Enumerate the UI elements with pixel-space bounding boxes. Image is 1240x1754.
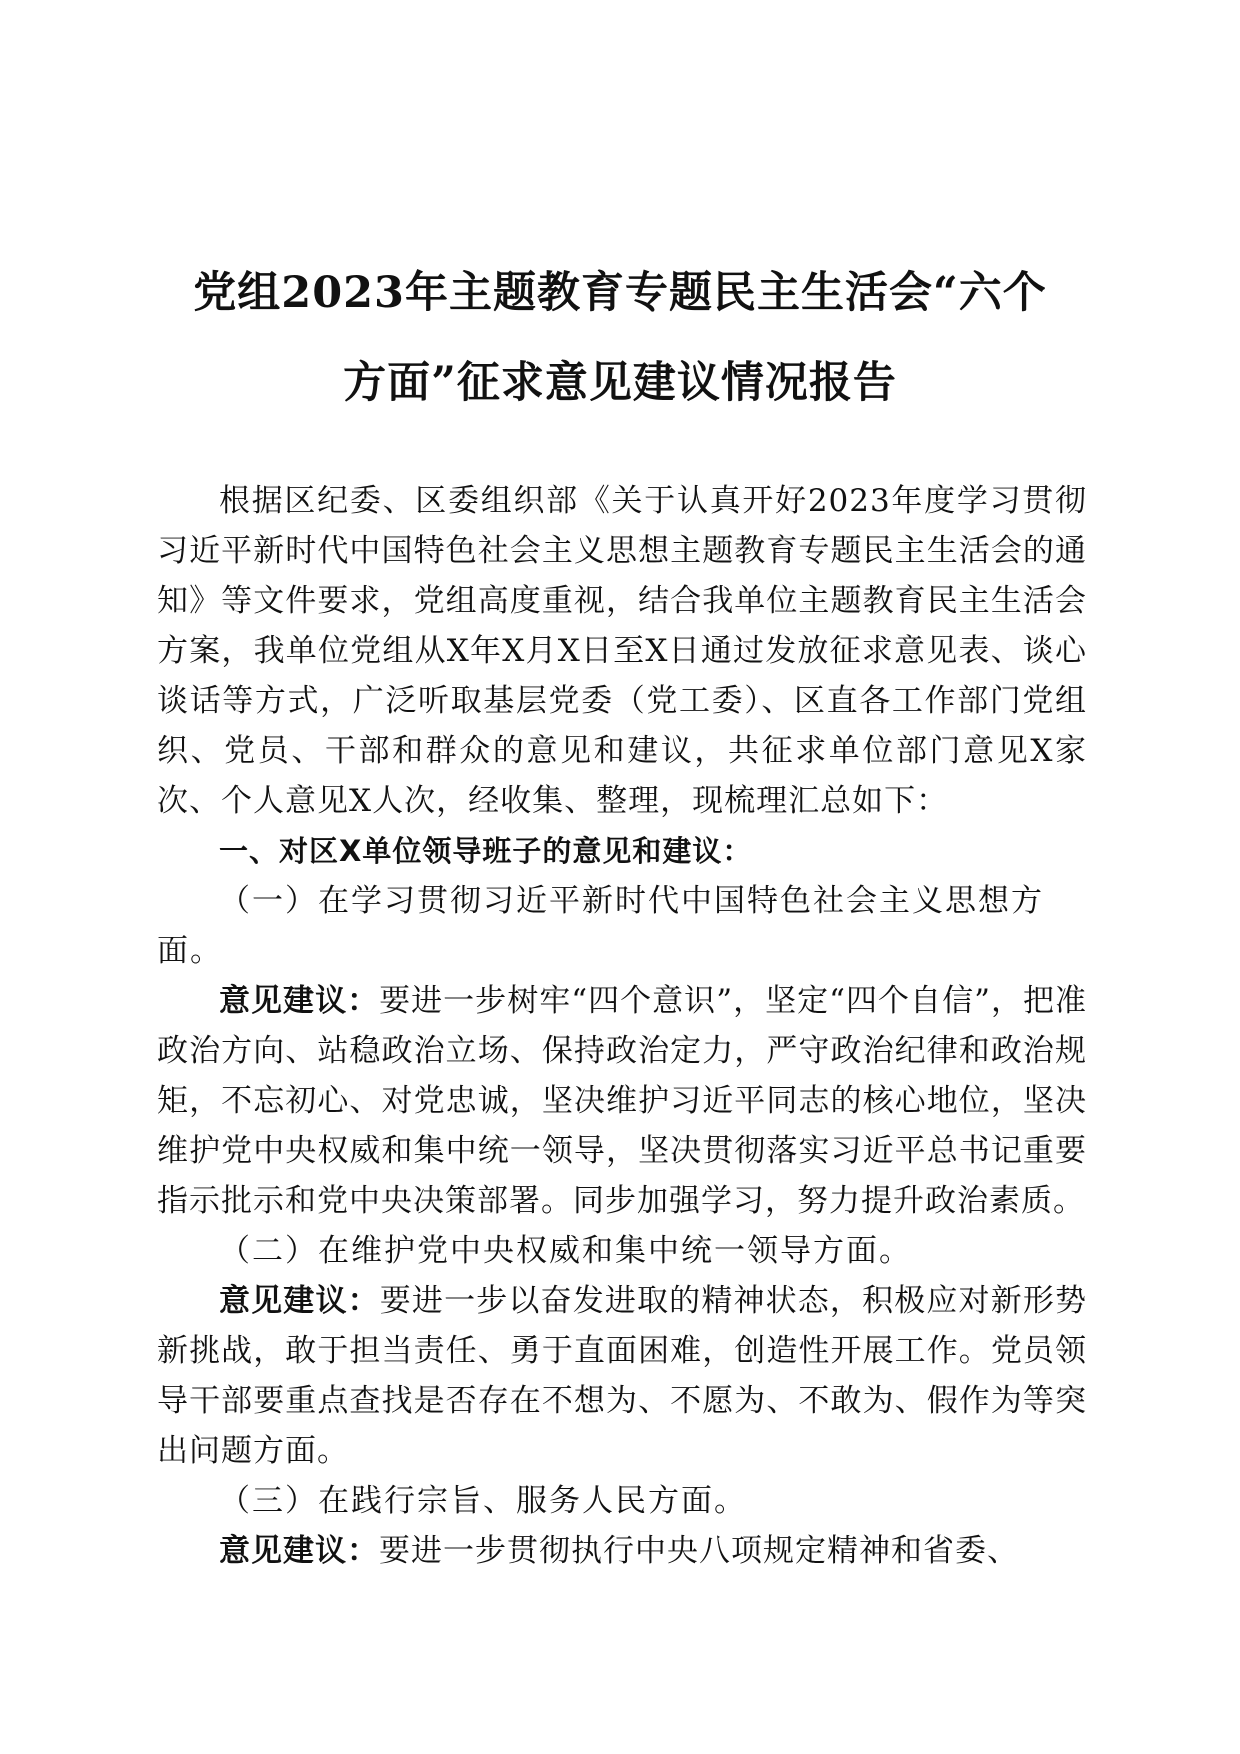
intro-paragraph: 根据区纪委、区委组织部《关于认真开好2023年度学习贯彻习近平新时代中国特色社会主义思想主题教育专题民主生活会的通知》等文件要求，党组高度重视，结合我单位主题教育民主生活会方案，我单位党组从X年X月X日至X日通过发放征求意见表、谈心谈话等方式，广泛听取基层党委（党工委）、区直各工作部门党组织、党员、干部和群众的意见和建议，共征求单位部门意见X家次、个人意见X人次，经收集、整理，现梳理汇总如下：	[157, 483, 1087, 819]
suggestion-paragraph-3	[157, 1526, 1087, 1576]
suggestion-label: 意见建议：	[219, 1283, 380, 1319]
item-heading-2: （二）在维护党中央权威和集中统一领导方面。	[219, 1233, 912, 1269]
item-heading-1: （一）在学习贯彻习近平新时代中国特色社会主义思想方面。	[157, 883, 1044, 969]
document-body	[157, 476, 1087, 1576]
document-title	[120, 248, 1120, 428]
suggestion-text: 要进一步树牢“四个意识”，坚定“四个自信”，把准政治方向、站稳政治立场、保持政治定力，严守政治纪律和政治规矩，不忘初心、对党忠诚，坚决维护习近平同志的核心地位，坚决维护党中央权威和集中统一领导，坚决贯彻落实习近平总书记重要指示批示和党中央决策部署。同步加强学习，努力提升政治素质。	[157, 983, 1088, 1219]
suggestion-text: 要进一步以奋发进取的精神状态，积极应对新形势新挑战，敢于担当责任、勇于直面困难，创造性开展工作。党员领导干部要重点查找是否存在不想为、不愿为、不敢为、假作为等突出问题方面。	[157, 1283, 1088, 1469]
suggestion-label: 意见建议：	[219, 983, 380, 1019]
suggestion-label: 意见建议：	[219, 1533, 379, 1569]
suggestion-text: 要进一步贯彻执行中央八项规定精神和省委、	[379, 1533, 1019, 1569]
title-line-1: 党组2023年主题教育专题民主生活会“六个	[193, 268, 1047, 318]
item-heading-3: （三）在践行宗旨、服务人民方面。	[219, 1483, 747, 1519]
suggestion-paragraph-2	[157, 1276, 1087, 1476]
title-line-2: 方面”征求意见建议情况报告	[343, 358, 897, 408]
suggestion-paragraph-1	[157, 976, 1087, 1226]
section-heading-1: 一、对区X单位领导班子的意见和建议：	[219, 834, 753, 868]
